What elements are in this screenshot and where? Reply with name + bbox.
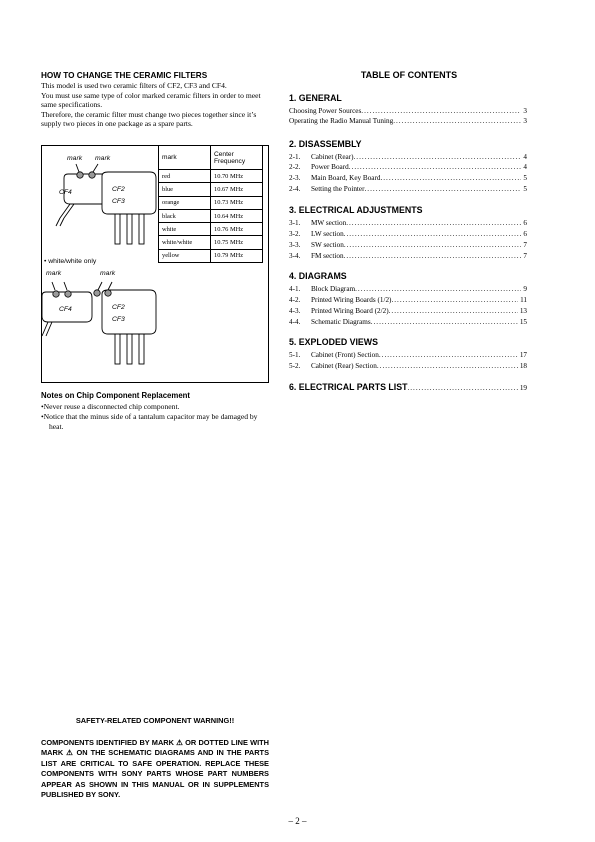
toc-item-number: 5-1.	[289, 351, 301, 359]
page-number: – 2 –	[288, 816, 307, 826]
ceramic-filters-heading: HOW TO CHANGE THE CERAMIC FILTERS	[41, 71, 208, 80]
mark-dot	[77, 172, 83, 178]
cf4-label: CF4	[59, 189, 72, 196]
toc-section-heading: 3. ELECTRICAL ADJUSTMENTS	[289, 205, 423, 215]
toc-item[interactable]	[289, 229, 527, 239]
mark-label: mark	[100, 270, 116, 277]
cell-frequency: 10.67 MHz	[211, 183, 263, 196]
cell-mark: blue	[159, 183, 211, 196]
toc-item-text: Choosing Power Sources	[289, 107, 362, 115]
toc-section-heading: 4. DIAGRAMS	[289, 271, 347, 281]
toc-section-heading: 2. DISASSEMBLY	[289, 139, 362, 149]
safety-warning-heading: SAFETY-RELATED COMPONENT WARNING!!	[75, 716, 235, 725]
toc-item-number: 2-3.	[289, 174, 301, 182]
toc-item-page: 5	[523, 185, 527, 193]
paragraph: You must use same type of color marked ceramic filters in order to meet same specifications.	[41, 90, 261, 110]
cell-mark: orange	[159, 196, 211, 209]
toc-item-page: 11	[520, 296, 527, 304]
toc-item-page: 7	[523, 252, 527, 260]
ceramic-filter-figure	[41, 145, 269, 383]
cell-frequency: 10.76 MHz	[211, 223, 263, 236]
mark-label: mark	[67, 155, 83, 162]
toc-item-page: 13	[519, 307, 527, 315]
mark-label: mark	[46, 270, 62, 277]
mark-dot	[105, 290, 111, 296]
cell-mark: black	[159, 209, 211, 222]
cf2-label: CF2	[112, 186, 125, 193]
toc-item-text: Main Board, Key Board	[311, 174, 381, 182]
toc-item[interactable]	[289, 218, 527, 228]
table-row	[159, 249, 263, 262]
toc-item-number: 3-3.	[289, 241, 301, 249]
table-row	[159, 236, 263, 249]
toc-item[interactable]	[289, 152, 527, 162]
toc-item-page: 15	[519, 318, 527, 326]
table-row	[159, 223, 263, 236]
table-row	[159, 183, 263, 196]
toc-item-page: 3	[523, 107, 527, 115]
cell-frequency: 10.70 MHz	[211, 170, 263, 183]
cell-mark: yellow	[159, 249, 211, 262]
toc-item-text: MW section	[311, 219, 347, 227]
toc-item[interactable]	[289, 361, 527, 371]
toc-item[interactable]	[289, 173, 527, 183]
header-frequency: Center Frequency	[211, 146, 263, 170]
toc-item[interactable]	[289, 106, 527, 116]
toc-item-number: 2-4.	[289, 185, 301, 193]
toc-item-text: Block Diagram	[311, 285, 356, 293]
table-header-row	[159, 146, 263, 170]
toc-item-text: Operating the Radio Manual Tuning	[289, 117, 394, 125]
mark-label: mark	[95, 155, 111, 162]
toc-item-number: 3-1.	[289, 219, 301, 227]
toc-title: TABLE OF CONTENTS	[360, 70, 458, 80]
toc-item-text: LW section	[311, 230, 344, 238]
toc-item-number: 2-1.	[289, 153, 301, 161]
header-mark: mark	[159, 146, 211, 170]
toc-item-text: Cabinet (Front) Section	[311, 351, 379, 359]
cell-mark: red	[159, 170, 211, 183]
toc-item-page: 3	[523, 117, 527, 125]
toc-item[interactable]	[289, 240, 527, 250]
white-only-note: • white/white only	[44, 258, 97, 265]
toc-item[interactable]	[289, 116, 527, 126]
toc-item-page: 17	[519, 351, 527, 359]
toc-item-number: 2-2.	[289, 163, 301, 171]
note-item: •Notice that the minus side of a tantalum capacitor may be damaged by heat.	[41, 412, 258, 431]
toc-item-number: 3-4.	[289, 252, 301, 260]
toc-item[interactable]	[289, 184, 527, 194]
toc-item-text: Cabinet (Rear)	[311, 153, 354, 161]
toc-item-page: 7	[523, 241, 527, 249]
cf3-label: CF3	[112, 198, 125, 205]
cell-mark: white	[159, 223, 211, 236]
toc-item-parts-list[interactable]	[289, 382, 527, 394]
toc-item-page: 19	[519, 384, 527, 392]
mark-dot	[94, 290, 100, 296]
cf3-label: CF3	[112, 316, 125, 323]
toc-item-text: Setting the Pointer	[311, 185, 365, 193]
toc-section-heading: 1. GENERAL	[289, 93, 342, 103]
toc-item-page: 9	[523, 285, 527, 293]
toc-item[interactable]	[289, 350, 527, 360]
toc-item[interactable]	[289, 317, 527, 327]
toc-item[interactable]	[289, 162, 527, 172]
table-row	[159, 196, 263, 209]
mark-dot	[65, 291, 71, 297]
toc-section-heading: 6. ELECTRICAL PARTS LIST	[289, 382, 408, 392]
toc-item-number: 4-4.	[289, 318, 301, 326]
note-item: •Never reuse a disconnected chip component.	[41, 402, 180, 411]
cf2-label: CF2	[112, 304, 125, 311]
cell-frequency: 10.73 MHz	[211, 196, 263, 209]
safety-warning-text: COMPONENTS IDENTIFIED BY MARK ⚠ OR DOTTED LINE WITH MARK ⚠ ON THE SCHEMATIC DIAGRAMS AND IN THE PARTS LIST ARE CRITICAL TO SAFE OPERATION. REPLACE THESE COMPONENTS WITH SONY PARTS WHOSE PART NUMBERS APPEAR AS SHOWN IN THIS MANUAL OR IN SUPPLEMENTS PUBLISHED BY SONY.	[41, 738, 269, 800]
notes-heading: Notes on Chip Component Replacement	[41, 391, 191, 400]
frequency-table	[158, 145, 263, 263]
cell-frequency: 10.79 MHz	[211, 249, 263, 262]
toc-item-number: 4-2.	[289, 296, 301, 304]
cell-frequency: 10.75 MHz	[211, 236, 263, 249]
toc-item-text: Cabinet (Rear) Section	[311, 362, 377, 370]
toc-item-page: 4	[523, 153, 527, 161]
notes-list	[41, 402, 269, 432]
mark-dot	[53, 291, 59, 297]
toc-item[interactable]	[289, 251, 527, 261]
toc-item[interactable]	[289, 295, 527, 305]
toc-item-page: 6	[523, 219, 527, 227]
toc-item[interactable]	[289, 306, 527, 316]
cell-mark: white/white	[159, 236, 211, 249]
table-row	[159, 209, 263, 222]
toc-item-number: 4-1.	[289, 285, 301, 293]
toc-item-page: 5	[523, 174, 527, 182]
toc-item-number: 4-3.	[289, 307, 301, 315]
toc-item-text: FM section	[311, 252, 344, 260]
toc-item-text: Printed Wiring Boards (1/2)	[311, 296, 392, 304]
toc-item-number: 5-2.	[289, 362, 301, 370]
toc-item-text: Printed Wiring Board (2/2)	[311, 307, 389, 315]
toc-item-text: SW section	[311, 241, 344, 249]
paragraph: Therefore, the ceramic filter must change two pieces together since it’s supply two pieces in one package as a spare parts.	[41, 109, 257, 129]
toc-item-page: 6	[523, 230, 527, 238]
toc-item-number: 3-2.	[289, 230, 301, 238]
paragraph: This model is used two ceramic filters of CF2, CF3 and CF4.	[41, 81, 227, 90]
toc-item-page: 4	[523, 163, 527, 171]
toc-item-text: Power Board	[311, 163, 349, 171]
cell-frequency: 10.64 MHz	[211, 209, 263, 222]
toc-item-page: 18	[519, 362, 527, 370]
mark-dot	[89, 172, 95, 178]
cf4-label: CF4	[59, 306, 72, 313]
toc-item-text: Schematic Diagrams	[311, 318, 371, 326]
table-row	[159, 170, 263, 183]
toc-section-heading: 5. EXPLODED VIEWS	[289, 337, 378, 347]
ceramic-filters-text	[41, 81, 269, 129]
toc-item[interactable]	[289, 284, 527, 294]
